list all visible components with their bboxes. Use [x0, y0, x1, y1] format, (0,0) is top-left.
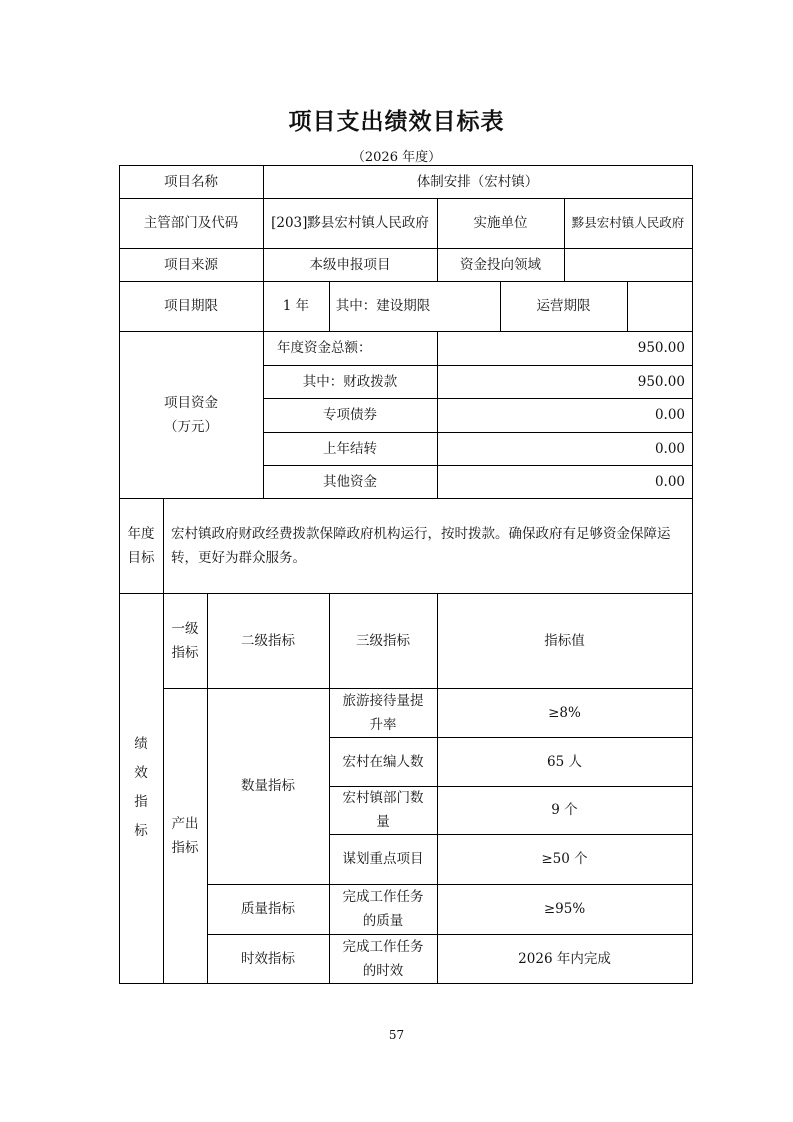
funds-bond-value: 0.00: [654, 407, 685, 423]
indicator-char: 效: [134, 765, 148, 781]
goal-label-line1: 年度: [127, 525, 155, 542]
page-number: 57: [388, 1028, 405, 1042]
output-indicator-label: [163, 688, 207, 983]
period-label: 项目期限: [164, 298, 218, 314]
operation-period-label: 运营期限: [536, 298, 591, 314]
period-value: 1 年: [282, 298, 310, 314]
page-title: 项目支出绩效目标表: [288, 109, 505, 135]
build-period-value: [437, 281, 500, 331]
year-label: （2026 年度）: [351, 150, 442, 165]
level1-header: [163, 593, 207, 688]
level3-header: 三级指标: [356, 632, 410, 649]
level3-name: 完成工作任务: [342, 889, 424, 905]
funds-label: [119, 331, 263, 498]
level2-header: 二级指标: [241, 632, 295, 649]
impl-label: 实施单位: [473, 215, 528, 231]
quality-indicator-label: 质量指标: [241, 901, 295, 917]
level3-name-cont: 量: [376, 814, 390, 830]
level3-name: 旅游接待量提: [342, 692, 424, 709]
funds-carryover-label: 上年结转: [323, 440, 377, 457]
value-header: 指标值: [544, 632, 585, 649]
level3-name-cont: 升率: [369, 716, 397, 733]
funds-total-label: 年度资金总额：: [277, 340, 372, 356]
level3-name: 宏村镇部门数: [342, 790, 424, 806]
level3-name: 完成工作任务: [342, 938, 424, 955]
indicator-char: 绩: [134, 736, 148, 752]
funds-bond-label: 专项债券: [323, 407, 377, 423]
direction-value: [564, 248, 692, 281]
funds-total-value: 950.00: [637, 340, 685, 356]
source-value: 本级申报项目: [309, 256, 391, 273]
dept-value: [203]黟县宏村镇人民政府: [271, 215, 429, 231]
indicator-value: ≥50 个: [541, 851, 588, 867]
table-row: [329, 934, 437, 983]
funds-fiscal-value: 950.00: [637, 373, 685, 390]
project-name-value: 体制安排（宏村镇）: [416, 173, 539, 190]
indicator-char: 标: [134, 823, 148, 839]
performance-indicators-label: [119, 593, 163, 983]
level1-header-line2: 指标: [171, 644, 199, 661]
level3-name-cont: 的时效: [362, 962, 404, 979]
indicator-char: 指: [134, 794, 148, 810]
dept-label: 主管部门及代码: [143, 215, 239, 231]
operation-period-value: [627, 281, 692, 331]
table-row: [329, 786, 437, 834]
funds-carryover-value: 0.00: [654, 440, 685, 457]
goal-label-line2: 目标: [127, 549, 155, 566]
impl-value: 黟县宏村镇人民政府: [571, 215, 685, 230]
level3-name: 谋划重点项目: [342, 851, 424, 867]
indicator-value: 2026 年内完成: [518, 950, 611, 967]
indicator-value: ≥95%: [543, 901, 586, 917]
quantity-indicator-label: 数量指标: [241, 778, 295, 794]
funds-other-label: 其他资金: [323, 473, 377, 490]
project-name-label: 项目名称: [164, 173, 218, 190]
indicator-value: ≥8%: [548, 704, 581, 721]
goal-text: 宏村镇政府财政经费拨款保障政府机构运行，按时拨款。确保政府有足够资金保障运转，更好为群众服务。: [171, 525, 671, 566]
level1-header-line1: 一级: [171, 620, 199, 637]
build-period-label: 其中：建设期限: [335, 298, 431, 314]
funds-other-value: 0.00: [654, 473, 685, 490]
funds-label-line1: 项目资金: [164, 394, 218, 411]
indicator-value: 9 个: [551, 802, 578, 818]
level3-name: 宏村在编人数: [342, 753, 424, 770]
goal-label: [119, 498, 163, 593]
level3-name-cont: 的质量: [362, 913, 404, 929]
indicator-value: 65 人: [547, 753, 582, 770]
output-indicator-line2: 指标: [171, 839, 199, 856]
table-row: [329, 688, 437, 737]
funds-fiscal-label: 其中：财政拨款: [302, 373, 398, 390]
source-label: 项目来源: [164, 256, 218, 273]
funds-label-line2: （万元）: [164, 418, 218, 435]
output-indicator-line1: 产出: [171, 815, 199, 832]
timeliness-indicator-label: 时效指标: [241, 950, 295, 967]
table-row: [329, 884, 437, 934]
direction-label: 资金投向领域: [460, 256, 541, 273]
